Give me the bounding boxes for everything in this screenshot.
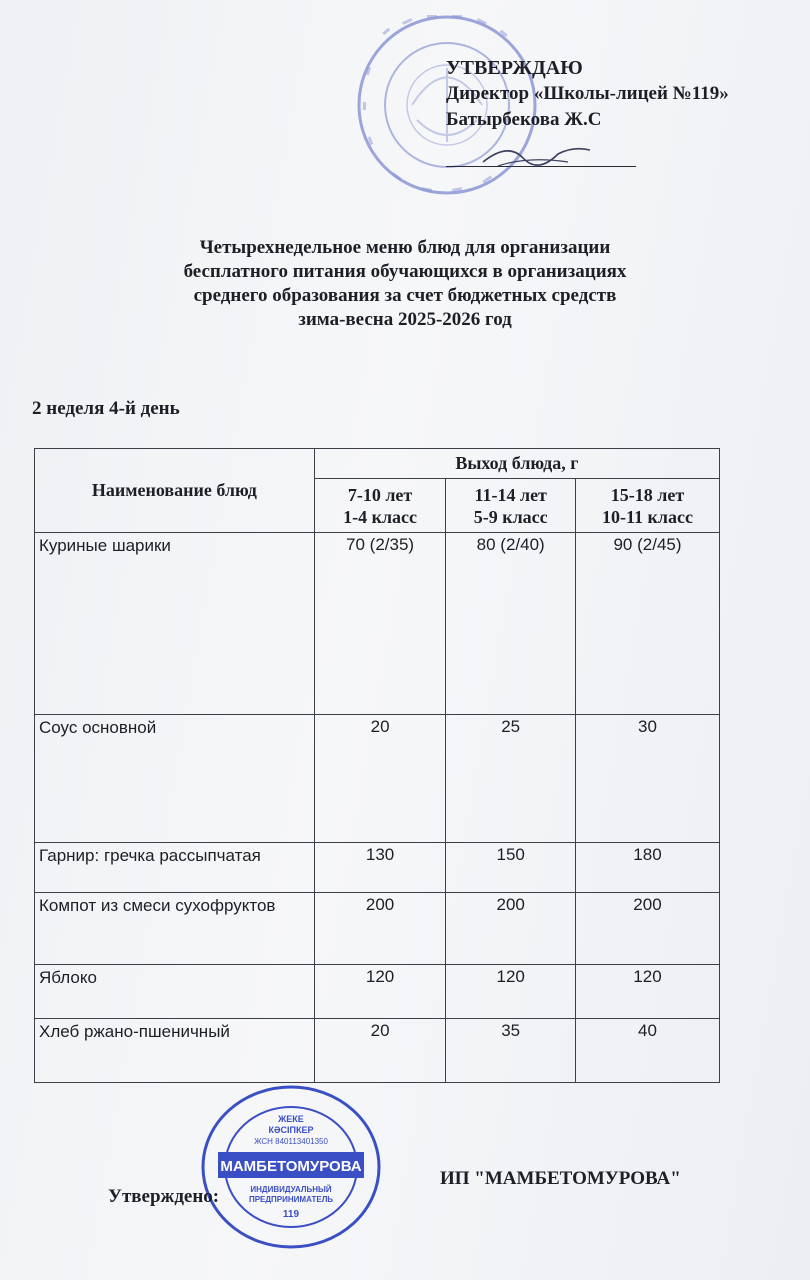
dish-name: Куриные шарики: [35, 533, 315, 715]
dish-name: Яблоко: [35, 965, 315, 1019]
table-row: [35, 843, 720, 893]
value-group-3: 180: [575, 843, 719, 893]
title-line: среднего образования за счет бюджетных средств: [193, 285, 617, 306]
title-line: зима-весна 2025-2026 год: [298, 309, 512, 330]
entrepreneur-name: ИП "МАМБЕТОМУРОВА": [440, 1168, 681, 1189]
approved-label: Утверждено:: [108, 1186, 220, 1207]
value-group-3: 200: [575, 893, 719, 965]
dish-name: Гарнир: гречка рассыпчатая: [35, 843, 315, 893]
group-grade: 5-9 класс: [473, 506, 548, 527]
menu-table: [34, 448, 720, 1083]
header-group-3: [575, 479, 719, 533]
table-row: [35, 533, 720, 715]
group-age: 15-18 лет: [610, 484, 685, 505]
day-label: 2 неделя 4-й день: [32, 398, 180, 419]
seal-text: ПРЕДПРИНИМАТЕЛЬ: [248, 1195, 334, 1204]
table-row: [35, 1019, 720, 1083]
group-grade: 10-11 класс: [602, 506, 693, 527]
value-group-1: 200: [314, 893, 446, 965]
entrepreneur-seal: [198, 1082, 384, 1252]
document-title: [100, 236, 710, 332]
value-group-2: 80 (2/40): [446, 533, 576, 715]
title-line: Четырехнедельное меню блюд для организации: [199, 237, 611, 258]
value-group-1: 120: [314, 965, 446, 1019]
signature-line: [446, 166, 636, 167]
value-group-2: 200: [446, 893, 576, 965]
header-group-2: [446, 479, 576, 533]
director-position: Директор «Школы-лицей №119»: [446, 83, 729, 104]
value-group-3: 120: [575, 965, 719, 1019]
header-output: Выход блюда, г: [314, 449, 719, 479]
value-group-1: 20: [314, 1019, 446, 1083]
group-grade: 1-4 класс: [343, 506, 418, 527]
seal-text: ЖЕКЕ: [278, 1114, 304, 1124]
seal-text: ЖСН 840113401350: [254, 1137, 328, 1146]
header-dish-name: Наименование блюд: [35, 449, 315, 533]
dish-name: Соус основной: [35, 715, 315, 843]
value-group-1: 70 (2/35): [314, 533, 446, 715]
director-name: Батырбекова Ж.С: [446, 109, 602, 130]
value-group-3: 90 (2/45): [575, 533, 719, 715]
header-group-1: [314, 479, 446, 533]
title-line: бесплатного питания обучающихся в организациях: [183, 261, 627, 282]
value-group-3: 40: [575, 1019, 719, 1083]
seal-number: 119: [282, 1209, 300, 1220]
table-header-row: [35, 449, 720, 479]
value-group-2: 25: [446, 715, 576, 843]
table-row: [35, 893, 720, 965]
seal-text: КӘСІПКЕР: [268, 1125, 314, 1135]
group-age: 11-14 лет: [474, 484, 547, 505]
approve-heading: УТВЕРЖДАЮ: [446, 57, 583, 79]
table-row: [35, 965, 720, 1019]
approval-block: [446, 55, 729, 133]
value-group-2: 120: [446, 965, 576, 1019]
value-group-2: 150: [446, 843, 576, 893]
dish-name: Компот из смеси сухофруктов: [35, 893, 315, 965]
value-group-2: 35: [446, 1019, 576, 1083]
seal-text: ИНДИВИДУАЛЬНЫЙ: [250, 1185, 332, 1194]
value-group-1: 20: [314, 715, 446, 843]
dish-name: Хлеб ржано-пшеничный: [35, 1019, 315, 1083]
group-age: 7-10 лет: [347, 484, 413, 505]
value-group-3: 30: [575, 715, 719, 843]
table-row: [35, 715, 720, 843]
seal-name: МАМБЕТОМУРОВА: [220, 1158, 362, 1175]
value-group-1: 130: [314, 843, 446, 893]
